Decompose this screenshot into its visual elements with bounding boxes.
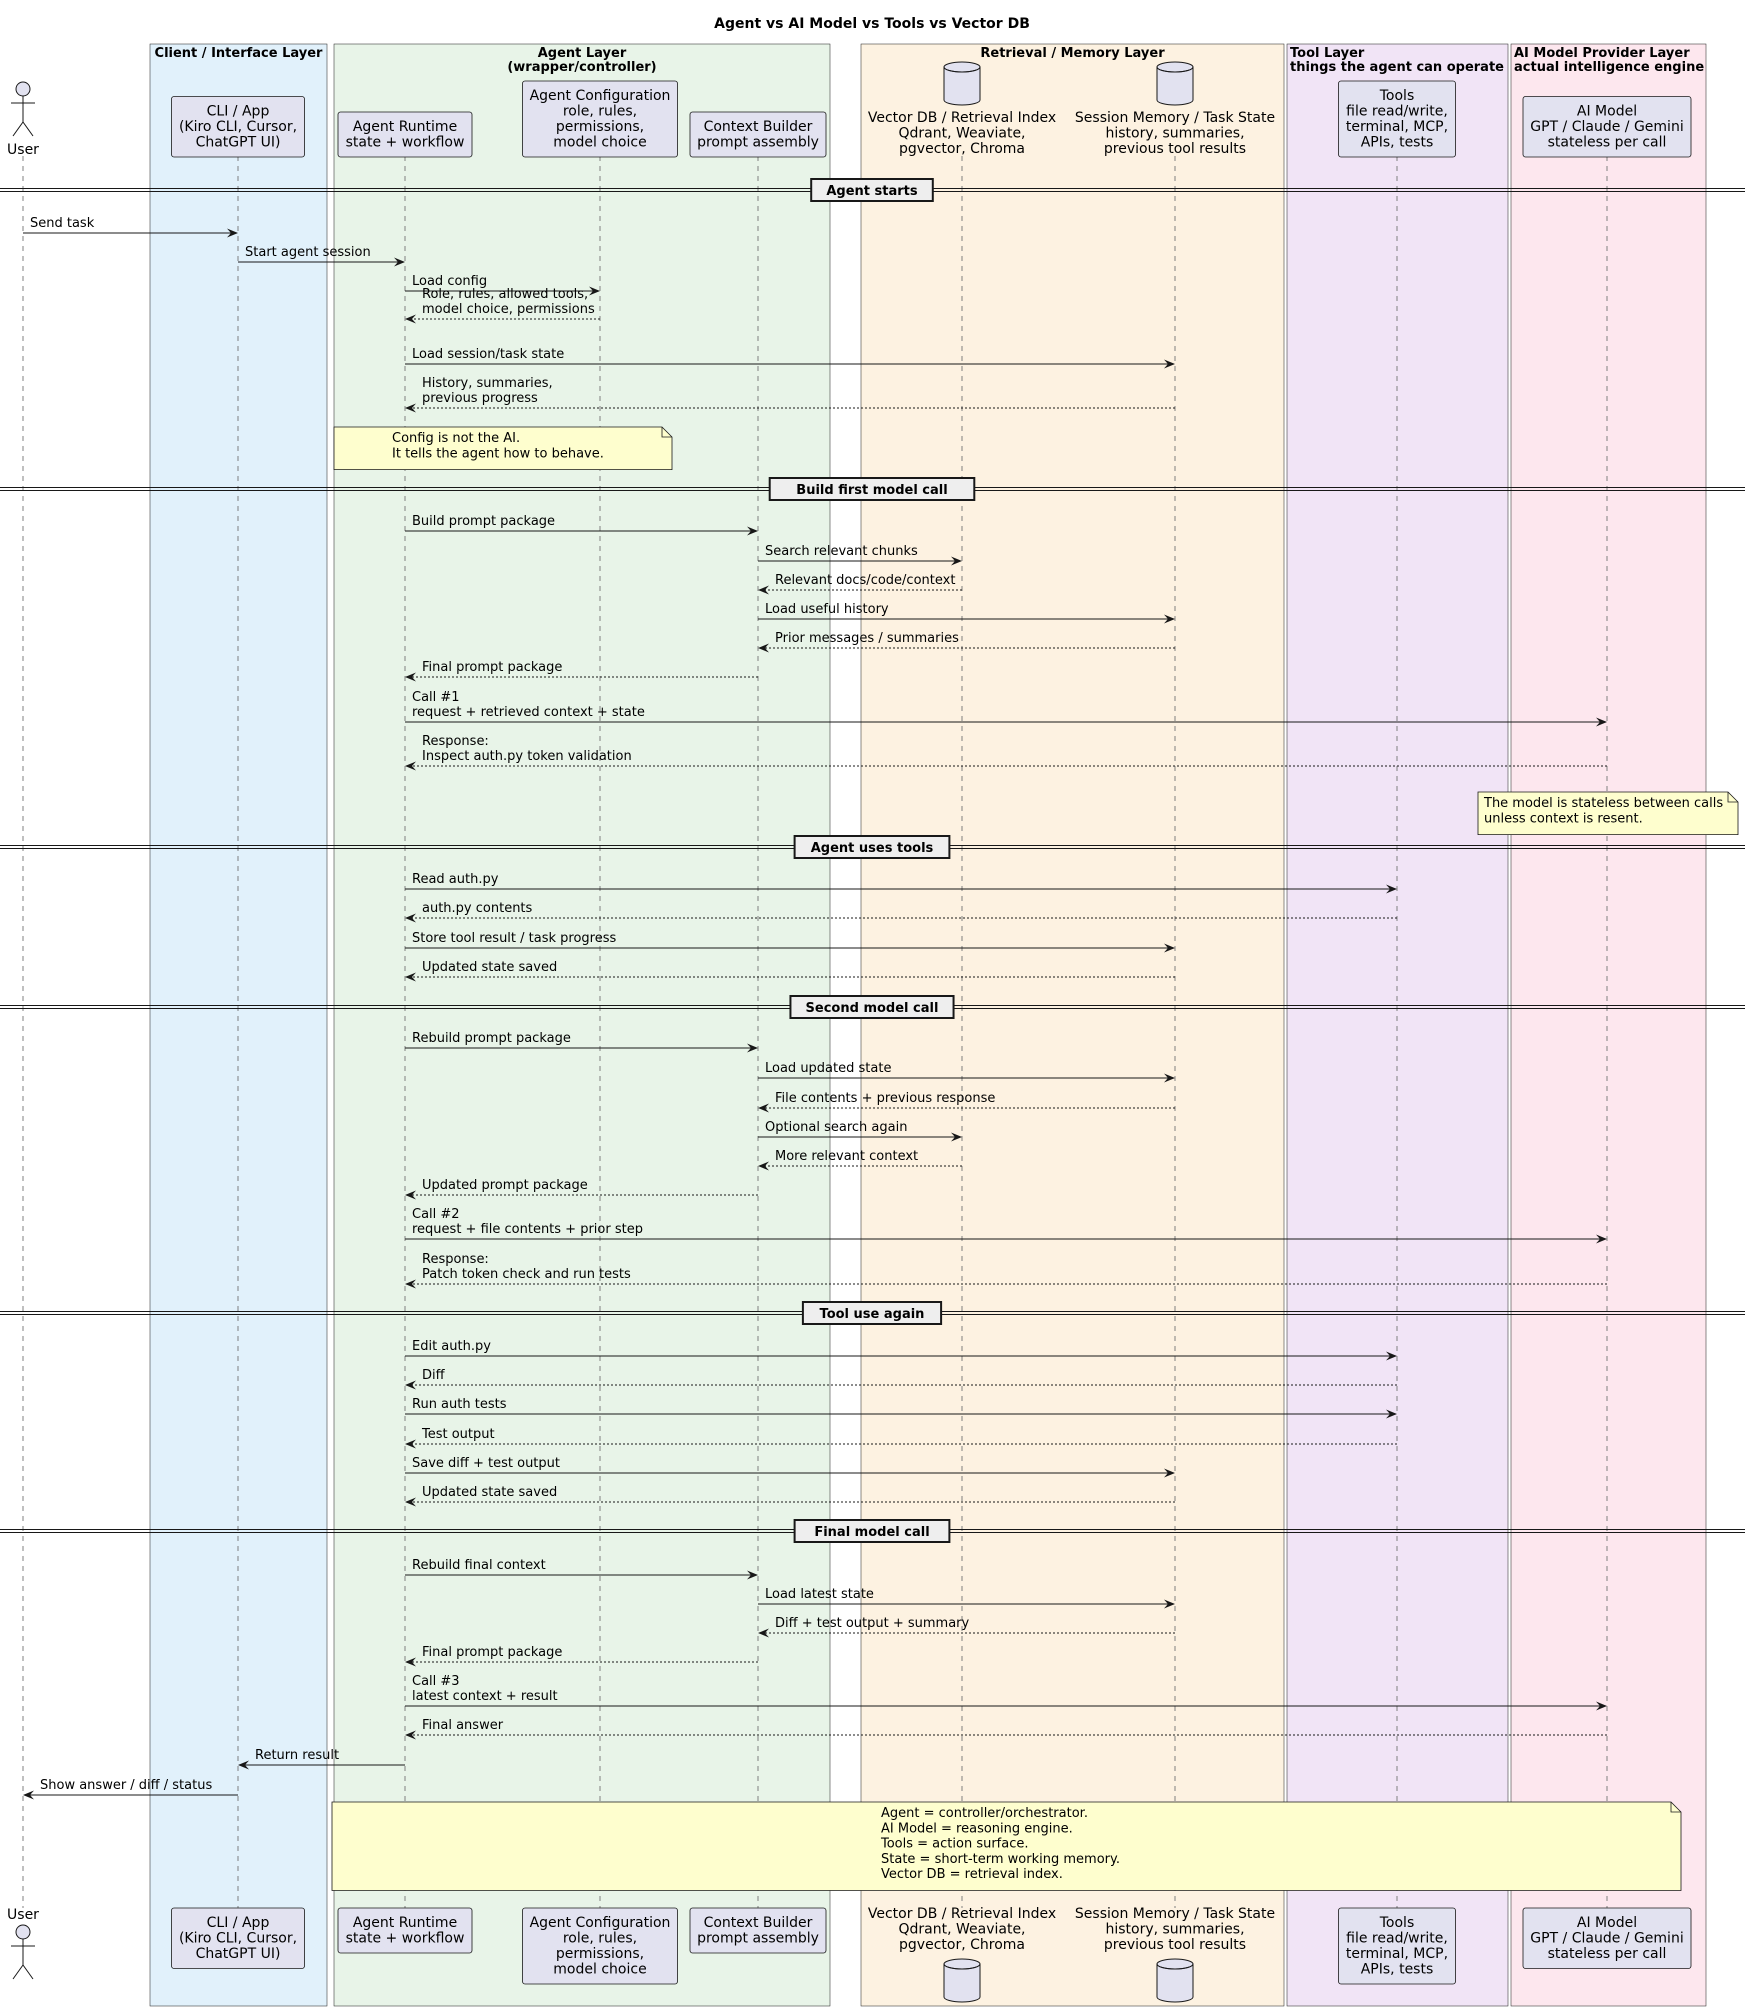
divider-label: Agent uses tools <box>810 841 934 856</box>
message-label: Prior messages / summaries <box>775 631 959 646</box>
divider-label: Tool use again <box>819 1307 925 1322</box>
layer-label-agent: (wrapper/controller) <box>507 60 657 75</box>
layer-label-provider: actual intelligence engine <box>1514 60 1705 75</box>
message-label: Final answer <box>422 1718 504 1733</box>
message-label: Load session/task state <box>412 347 565 362</box>
participant-label-cli: CLI / App <box>206 1915 270 1931</box>
participant-label-mem: previous tool results <box>1103 1937 1247 1953</box>
participant-label-runtime: Agent Runtime <box>352 1915 458 1931</box>
participant-label-vdb: Qdrant, Weaviate, <box>898 125 1026 142</box>
participant-label-mem: Session Memory / Task State <box>1074 1906 1276 1922</box>
message-label: Store tool result / task progress <box>412 931 617 946</box>
message-label: Final prompt package <box>422 1645 563 1660</box>
participant-label-tools: terminal, MCP, <box>1345 119 1449 135</box>
message-label: Updated prompt package <box>422 1178 588 1193</box>
layer-label-client: Client / Interface Layer <box>154 46 323 61</box>
note-text: Tools = action surface. <box>881 1836 1029 1852</box>
note-text: AI Model = reasoning engine. <box>881 1821 1073 1837</box>
layer-label-retrieval: Retrieval / Memory Layer <box>980 46 1165 61</box>
message-label: Return result <box>255 1748 340 1763</box>
actor-user-top-icon <box>11 82 35 136</box>
participant-label-tools: file read/write, <box>1346 103 1448 120</box>
message-label: Edit auth.py <box>412 1339 491 1354</box>
participant-label-cli: (Kiro CLI, Cursor, <box>178 119 298 135</box>
participant-label-vdb: pgvector, Chroma <box>899 1937 1025 1953</box>
message-label: File contents + previous response <box>775 1091 996 1106</box>
message-label: Diff + test output + summary <box>775 1616 970 1631</box>
participant-label-mem: previous tool results <box>1103 141 1247 157</box>
database-body <box>944 1964 980 2002</box>
message-label: Show answer / diff / status <box>40 1778 213 1793</box>
participant-label-config: permissions, <box>555 1946 645 1962</box>
message-label: Search relevant chunks <box>765 544 918 559</box>
participant-label-model: stateless per call <box>1547 1946 1667 1962</box>
participant-label-model: GPT / Claude / Gemini <box>1530 119 1684 135</box>
participant-label-vdb: Vector DB / Retrieval Index <box>867 110 1057 126</box>
participant-label-ctx: Context Builder <box>703 119 813 135</box>
participant-label-runtime: state + workflow <box>345 1930 465 1947</box>
message-label: Test output <box>422 1427 495 1442</box>
message-label: latest context + result <box>412 1689 558 1704</box>
participant-label-model: AI Model <box>1576 1915 1638 1931</box>
note-text: Vector DB = retrieval index. <box>881 1867 1063 1883</box>
actor-leg <box>13 122 23 136</box>
layer-box-agent <box>334 44 830 2006</box>
participant-label-config: model choice <box>553 1961 647 1978</box>
message-label: Response: <box>422 1252 489 1267</box>
note-text: Config is not the AI. <box>392 431 521 446</box>
participant-label-cli: ChatGPT UI) <box>195 134 281 151</box>
message-label: Optional search again <box>765 1120 908 1135</box>
layer-box-retrieval <box>861 44 1284 2006</box>
message-label: request + file contents + prior step <box>412 1222 643 1237</box>
participant-label-model: stateless per call <box>1547 134 1667 151</box>
message-label: Call #3 <box>412 1674 460 1689</box>
divider-label: Second model call <box>805 1001 939 1016</box>
note-text: Agent = controller/orchestrator. <box>881 1806 1088 1821</box>
participant-label-mem: history, summaries, <box>1105 125 1245 142</box>
participant-label-cli: (Kiro CLI, Cursor, <box>178 1930 298 1947</box>
message-label: Load latest state <box>765 1587 874 1602</box>
participant-label-cli: CLI / App <box>206 103 270 120</box>
note-text: State = short-term working memory. <box>881 1851 1120 1867</box>
message-label: auth.py contents <box>422 901 533 916</box>
layer-label-agent: Agent Layer <box>537 46 627 61</box>
message-label: Load useful history <box>765 602 889 617</box>
participant-label-model: GPT / Claude / Gemini <box>1530 1930 1684 1947</box>
participant-label-tools: APIs, tests <box>1360 1961 1434 1978</box>
layer-box-provider <box>1511 44 1706 2006</box>
message-label: Save diff + test output <box>412 1456 560 1471</box>
message-label: Send task <box>30 216 95 231</box>
message-label: Updated state saved <box>422 960 558 975</box>
actor-leg <box>23 1965 33 1979</box>
message-label: Call #1 <box>412 690 460 705</box>
message-label: Load updated state <box>765 1061 892 1076</box>
participant-label-tools: Tools <box>1379 1915 1415 1931</box>
message-label: Final prompt package <box>422 660 563 675</box>
database-icon <box>944 62 980 105</box>
actor-user-bottom-icon <box>11 1925 35 1979</box>
message-label: Inspect auth.py token validation <box>422 749 632 764</box>
note-text: unless context is resent. <box>1484 811 1643 827</box>
participant-label-ctx: Context Builder <box>703 1915 813 1931</box>
message-label: Diff <box>422 1368 445 1383</box>
message-label: More relevant context <box>775 1149 919 1164</box>
participant-label-mem: Session Memory / Task State <box>1074 110 1276 126</box>
message-label: Read auth.py <box>412 872 499 887</box>
participant-label-config: model choice <box>553 134 647 151</box>
message-label: Load config <box>412 274 488 289</box>
participant-label-config: Agent Configuration <box>529 88 671 104</box>
message-label: Build prompt package <box>412 514 556 529</box>
database-body <box>1157 1964 1193 2002</box>
message-label: model choice, permissions <box>422 302 595 317</box>
message-label: Response: <box>422 734 489 749</box>
note-text: It tells the agent how to behave. <box>392 446 604 462</box>
participant-label-tools: APIs, tests <box>1360 134 1434 151</box>
layer-label-tool: Tool Layer <box>1290 46 1365 61</box>
divider-label: Agent starts <box>826 184 918 199</box>
divider-label: Build first model call <box>796 483 948 498</box>
message-label: request + retrieved context + state <box>412 705 645 720</box>
message-label: Call #2 <box>412 1207 460 1222</box>
database-body <box>1157 67 1193 105</box>
message-label: History, summaries, <box>422 376 553 391</box>
participant-label-vdb: pgvector, Chroma <box>899 141 1025 157</box>
actor-leg <box>23 122 33 136</box>
diagram-title: Agent vs AI Model vs Tools vs Vector DB <box>714 16 1030 32</box>
message-label: Start agent session <box>245 245 371 260</box>
participant-label-tools: Tools <box>1379 88 1415 104</box>
layer-label-provider: AI Model Provider Layer <box>1514 46 1690 61</box>
participant-label-vdb: Qdrant, Weaviate, <box>898 1921 1026 1938</box>
message-label: Patch token check and run tests <box>422 1267 631 1282</box>
participant-label-user: User <box>7 142 39 158</box>
message-label: Role, rules, allowed tools, <box>422 287 589 302</box>
participant-label-runtime: Agent Runtime <box>352 119 458 135</box>
participant-label-config: Agent Configuration <box>529 1915 671 1931</box>
message-label: Run auth tests <box>412 1397 507 1412</box>
message-label: Updated state saved <box>422 1485 558 1500</box>
participant-label-tools: terminal, MCP, <box>1345 1946 1449 1962</box>
participant-label-config: role, rules, <box>562 1930 638 1947</box>
participant-label-ctx: prompt assembly <box>697 134 819 151</box>
database-icon <box>1157 1959 1193 2002</box>
layer-label-tool: things the agent can operate <box>1290 60 1504 75</box>
message-label: Relevant docs/code/context <box>775 573 956 588</box>
participant-label-config: role, rules, <box>562 103 638 120</box>
participant-label-ctx: prompt assembly <box>697 1930 819 1947</box>
divider-label: Final model call <box>814 1525 930 1540</box>
note-text: The model is stateless between calls <box>1484 796 1724 811</box>
participant-label-vdb: Vector DB / Retrieval Index <box>867 1906 1057 1922</box>
database-icon <box>1157 62 1193 105</box>
database-icon <box>944 1959 980 2002</box>
participant-label-model: AI Model <box>1576 103 1638 120</box>
message-label: Rebuild prompt package <box>412 1031 571 1046</box>
message-label: previous progress <box>422 391 538 406</box>
actor-leg <box>13 1965 23 1979</box>
participant-label-mem: history, summaries, <box>1105 1921 1245 1938</box>
participant-label-cli: ChatGPT UI) <box>195 1946 281 1962</box>
participant-label-config: permissions, <box>555 119 645 135</box>
actor-head <box>16 82 30 96</box>
actor-head <box>16 1925 30 1939</box>
participant-label-runtime: state + workflow <box>345 134 465 151</box>
participant-label-user: User <box>7 1907 39 1923</box>
database-body <box>944 67 980 105</box>
participant-label-tools: file read/write, <box>1346 1930 1448 1947</box>
message-label: Rebuild final context <box>412 1558 546 1573</box>
